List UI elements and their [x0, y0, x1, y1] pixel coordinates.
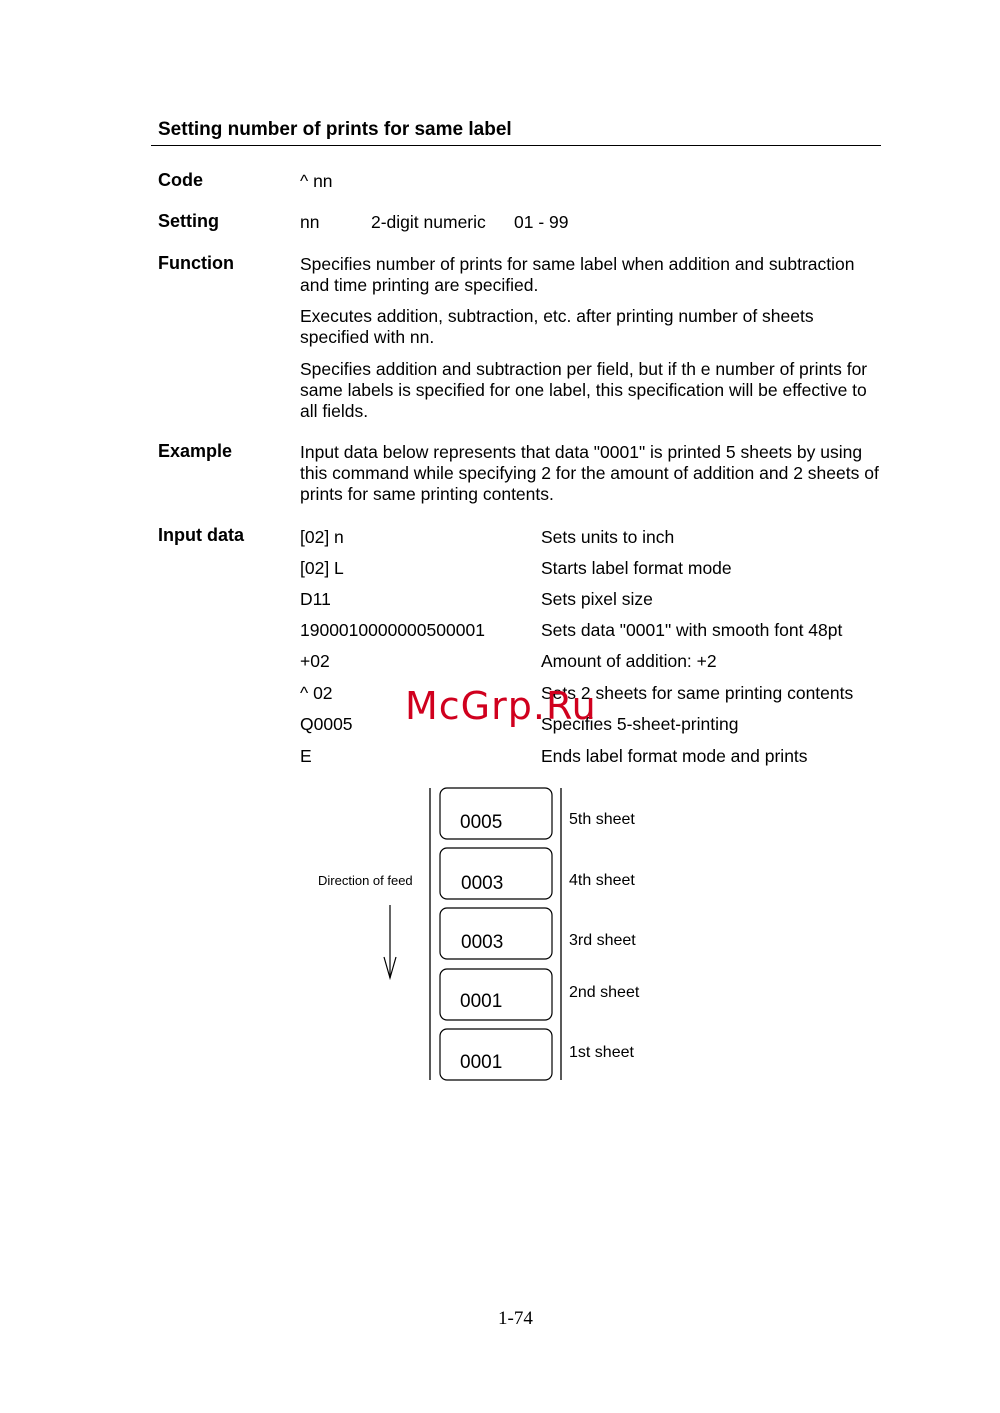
page-number: 1-74: [498, 1308, 533, 1329]
code-value: ^ nn: [300, 171, 333, 191]
sheet-label: 1st sheet: [569, 1044, 634, 1061]
input-desc: Amount of addition: +2: [541, 651, 717, 671]
label-feed-diagram: [300, 780, 680, 1090]
sheet-label: 2nd sheet: [569, 984, 640, 1001]
feed-direction-label: Direction of feed: [318, 873, 413, 888]
example-text: Input data below represents that data "0001" is printed 5 sheets by using this command while specifying 2 for the amount of addition and 2 sheets of prints for same printing contents.: [300, 442, 879, 504]
label-value: 0001: [460, 991, 503, 1012]
input-desc: Specifies 5-sheet-printing: [541, 714, 739, 734]
sheet-label: 3rd sheet: [569, 932, 636, 949]
input-cmd: Q0005: [300, 714, 353, 734]
input-cmd: [02] L: [300, 558, 344, 578]
function-paragraph-3: Specifies addition and subtraction per field, but if th e number of prints for same labels is specified for one label, this specification will be effective to all fields.: [300, 359, 868, 421]
setting-param: nn: [300, 212, 320, 232]
function-paragraph-1: Specifies number of prints for same label when addition and subtraction and time printing are specified.: [300, 254, 855, 295]
sheet-label: 5th sheet: [569, 811, 635, 828]
input-desc: Starts label format mode: [541, 558, 732, 578]
page-title: Setting number of prints for same label: [158, 119, 512, 140]
function-label: Function: [158, 253, 234, 273]
input-cmd: 1900010000000500001: [300, 620, 485, 640]
input-cmd: ^ 02: [300, 683, 333, 703]
sheet-label: 4th sheet: [569, 872, 635, 889]
input-desc: Sets data "0001" with smooth font 48pt: [541, 620, 843, 640]
label-value: 0001: [460, 1052, 503, 1073]
label-value: 0003: [461, 932, 504, 953]
input-desc: Sets pixel size: [541, 589, 653, 609]
input-cmd: [02] n: [300, 527, 344, 547]
setting-range: 01 - 99: [514, 212, 569, 232]
input-cmd: E: [300, 746, 312, 766]
label-value: 0005: [460, 812, 503, 833]
title-rule: [151, 145, 881, 146]
input-desc: Ends label format mode and prints: [541, 746, 808, 766]
setting-type: 2-digit numeric: [371, 212, 486, 232]
input-cmd: +02: [300, 651, 330, 671]
input-desc: Sets 2 sheets for same printing contents: [541, 683, 854, 703]
input-desc: Sets units to inch: [541, 527, 675, 547]
input-cmd: D11: [300, 589, 331, 609]
input-data-label: Input data: [158, 525, 244, 545]
setting-label: Setting: [158, 211, 219, 231]
function-paragraph-2: Executes addition, subtraction, etc. after printing number of sheets specified with nn.: [300, 306, 814, 347]
label-value: 0003: [461, 873, 504, 894]
code-label: Code: [158, 170, 203, 190]
watermark: McGrp.Ru: [405, 684, 597, 728]
example-label: Example: [158, 441, 233, 461]
